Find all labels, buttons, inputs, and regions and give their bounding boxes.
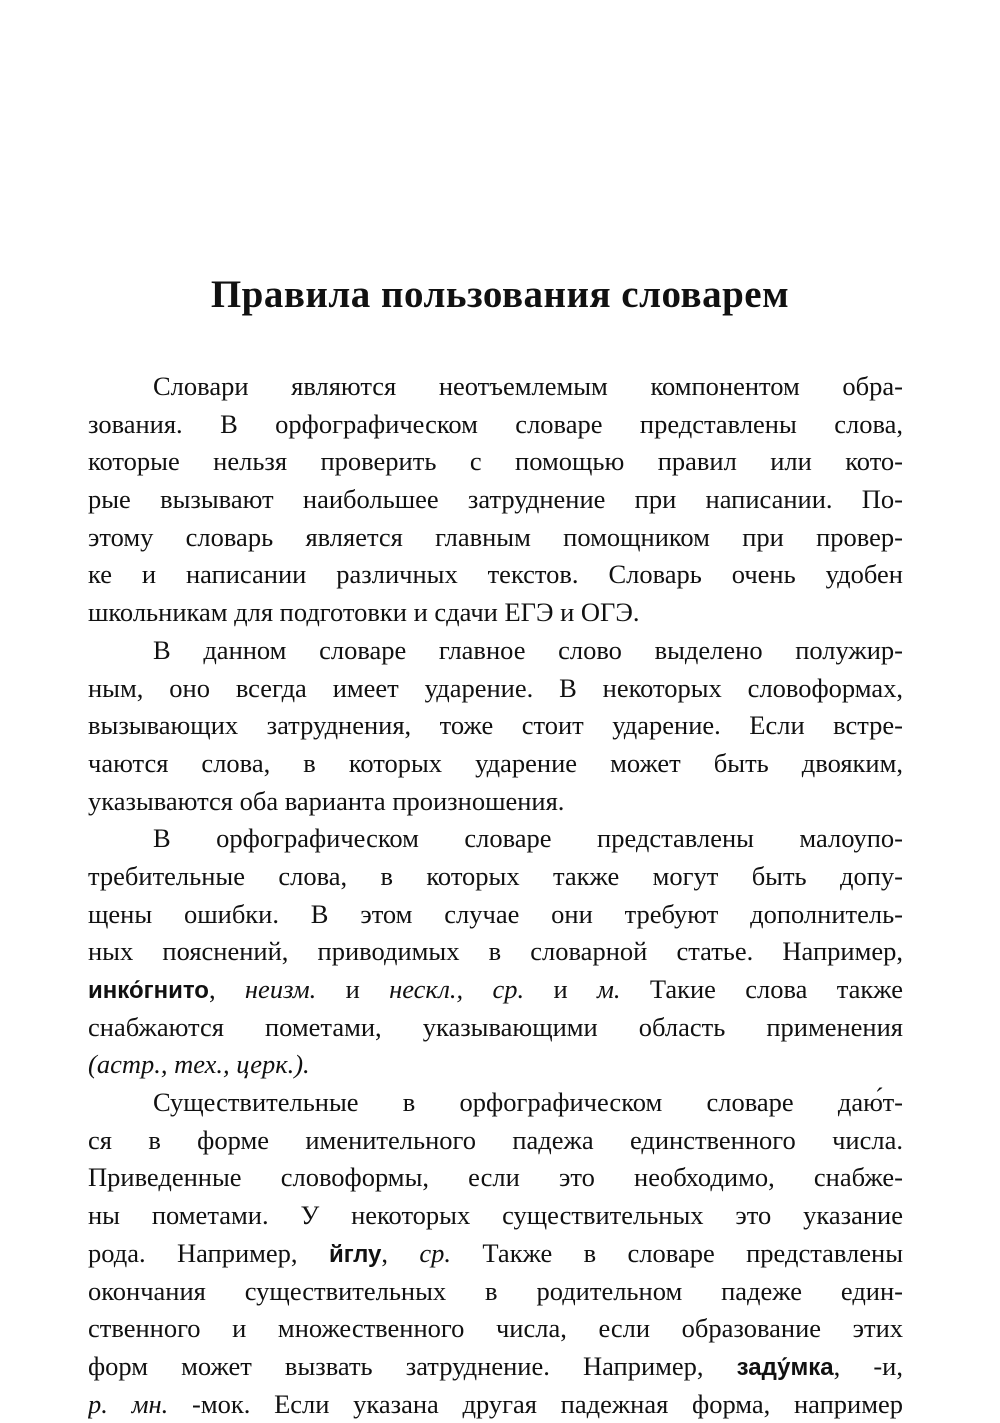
paragraph-4-line-5: [88, 1235, 903, 1273]
headword-zadumka: заду́мка: [736, 1353, 834, 1381]
paragraph-3-line-1: В орфографическом словаре представлены малоупо-: [153, 823, 903, 854]
line-text: форм может вызвать затруднение. Например,: [88, 1350, 737, 1381]
paragraph-4-line-7: ственного и множественного числа, если образование этих: [88, 1313, 903, 1344]
label-abbreviation: р. мн.: [88, 1388, 169, 1419]
paragraph-4-line-4: ны пометами. У некоторых существительных это указание: [88, 1200, 903, 1231]
paragraph-2-line-4: чаются слова, в которых ударение может быть двояким,: [88, 747, 903, 778]
paragraph-1-line-7: школьникам для подготовки и сдачи ЕГЭ и ОГЭ.: [88, 597, 640, 628]
paragraph-1-line-1: Словари являются неотъемлемым компонентом обра-: [153, 371, 903, 401]
paragraph-4-line-2: ся в форме именительного падежа единственного числа.: [88, 1124, 903, 1155]
paragraph-3-line-6: снабжаются пометами, указывающими область применения: [88, 1011, 903, 1042]
separator-text: ,: [208, 974, 245, 1004]
paragraph-3-line-5: [88, 971, 903, 1009]
document-body: [88, 368, 903, 1423]
label-abbreviation: неизм.: [244, 974, 317, 1004]
label-abbreviation: ср.: [419, 1237, 452, 1268]
conjunction-text: и: [316, 974, 390, 1004]
paragraph-4-line-8: [88, 1348, 903, 1386]
paragraph-2-line-1: В данном словаре главное слово выделено полужир-: [153, 634, 903, 665]
paragraph-3-line-2: требительные слова, в которых также могут быть допу-: [88, 860, 903, 891]
separator-text: ,: [381, 1237, 420, 1268]
paragraph-4-line-9: [88, 1386, 903, 1423]
line-text: , -и,: [833, 1350, 903, 1381]
headword-iglu: йглу: [328, 1240, 382, 1268]
paragraph-1-line-2: зования. В орфографическом словаре представлены слова,: [88, 408, 903, 439]
line-text: Такие слова также: [620, 974, 903, 1004]
paragraph-2-line-2: ным, оно всегда имеет ударение. В некоторых словоформах,: [88, 672, 903, 703]
paragraph-3-line-4: ных пояснений, приводимых в словарной статье. Например,: [88, 936, 903, 967]
paragraph-1-line-5: этому словарь является главным помощником при провер-: [88, 521, 903, 552]
paragraph-3-line-7: (астр., тех., церк.).: [88, 1049, 310, 1080]
paragraph-4-line-1: Существительные в орфографическом словаре даю́т-: [153, 1087, 903, 1118]
paragraph-4-line-6: окончания существительных в родительном падеже един-: [88, 1275, 903, 1306]
paragraph-1-line-6: ке и написании различных текстов. Словарь очень удобен: [88, 559, 903, 590]
paragraph-4-line-3: Приведенные словоформы, если это необходимо, снабже-: [88, 1162, 903, 1193]
paragraph-1-line-4: рые вызывают наибольшее затруднение при написании. По-: [88, 484, 903, 515]
paragraph-3-line-3: щены ошибки. В этом случае они требуют дополнитель-: [88, 898, 903, 929]
paragraph-2-line-3: вызывающих затруднения, тоже стоит ударение. Если встре-: [88, 710, 903, 741]
line-text: рода. Например,: [88, 1237, 329, 1268]
conjunction-text: и: [524, 974, 597, 1004]
page-title: Правила пользования словарем: [210, 273, 790, 316]
line-text: -мок. Если указана другая падежная форма, например: [168, 1388, 903, 1419]
label-abbreviation: м.: [596, 974, 621, 1004]
headword-incognito: инко́гнито: [88, 977, 209, 1004]
label-abbreviation: нескл., ср.: [389, 974, 525, 1004]
paragraph-2-line-5: указываются оба варианта произношения.: [88, 785, 565, 816]
line-text: Также в словаре представлены: [451, 1237, 903, 1268]
paragraph-1-line-3: которые нельзя проверить с помощью правил или кото-: [88, 446, 903, 477]
